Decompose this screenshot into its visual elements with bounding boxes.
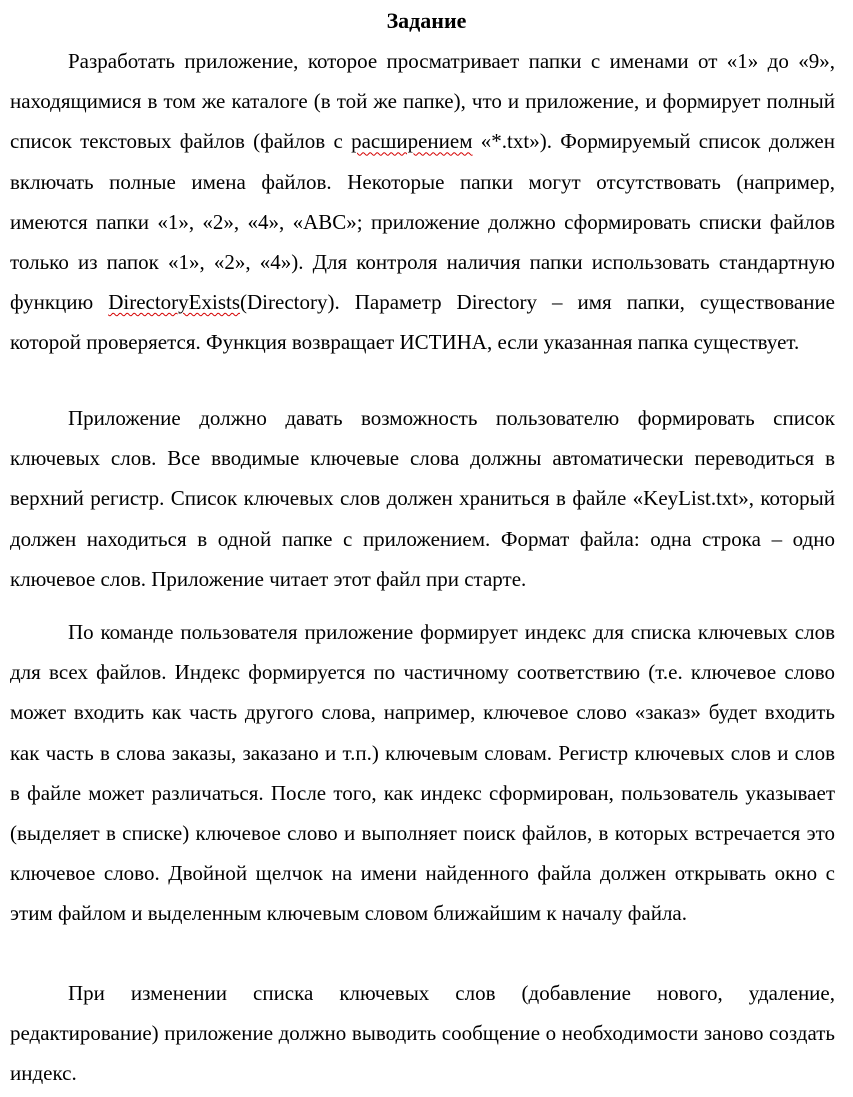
- paragraph-3: По команде пользователя приложение формирует индекс для списка ключевых слов для всех файлов. Индекс формируется по частичному соответствию (т.е. ключевое слово может входить как часть другого слова, например, ключевое слово «заказ» будет входить как часть в слова заказы, заказано и т.п.) ключевым словам. Регистр ключевых слов и слов в файле может различаться. После того, как индекс сформирован, пользователь указывает (выделяет в списке) ключевое слово и выполняет поиск файлов, в которых встречается это ключевое слово. Двойной щелчок на имени найденного файла должен открывать окно с этим файлом и выделенным ключевым словом ближайшим к началу файла.: [10, 620, 835, 926]
- paragraph-4: При изменении списка ключевых слов (добавление нового, удаление, редактирование) приложение должно выводить сообщение о необходимости заново создать индекс.: [10, 981, 835, 1086]
- spellcheck-word-extension: расширением: [351, 129, 473, 154]
- paragraph-1: [10, 41, 835, 363]
- paragraph-1-text-c: (Directory). Параметр Directory – имя папки, существование которой проверяется. Функция возвращает ИСТИНА, если указанная папка существует.: [10, 290, 835, 355]
- paragraph-1-text-a: Разработать приложение, которое просматривает папки с именами от «1» до «9», находящимися в том же каталоге (в той же папке), что и приложение, и формирует полный список текстовых файлов (файлов с: [10, 49, 835, 154]
- paragraph-2: Приложение должно давать возможность пользователю формировать список ключевых слов. Все вводимые ключевые слова должны автоматически переводиться в верхний регистр. Список ключевых слов должен храниться в файле «KeyList.txt», который должен находиться в одной папке с приложением. Формат файла: одна строка – одно ключевое слов. Приложение читает этот файл при старте.: [10, 406, 835, 591]
- paragraph-1-text-b: «*.txt»). Формируемый список должен включать полные имена файлов. Некоторые папки могут отсутствовать (например, имеются папки «1», «2», «4», «ABC»; приложение должно сформировать списки файлов только из папок «1», «2», «4»). Для контроля наличия папки использовать стандартную функцию: [10, 129, 835, 315]
- document-title: Задание: [386, 8, 467, 33]
- spellcheck-word-directoryexists: DirectoryExists: [108, 290, 241, 315]
